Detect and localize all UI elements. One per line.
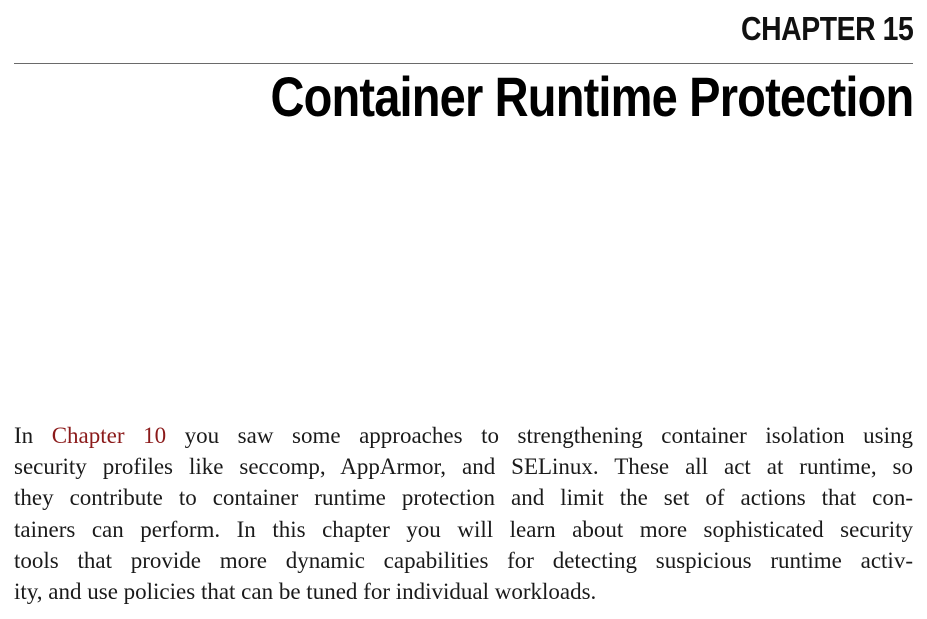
paragraph-line-1 [14,420,913,451]
paragraph-line-6: ity, and use policies that can be tuned for individual workloads. [14,578,597,604]
intro-paragraph [14,420,913,607]
chapter-number-label: CHAPTER 15 [740,10,913,47]
chapter-10-link[interactable]: Chapter 10 [51,423,167,448]
paragraph-line-2: security profiles like seccomp, AppArmor, and SELinux. These all act at runtime, so [14,454,913,480]
paragraph-line-5: tools that provide more dynamic capabilities for detecting suspicious runtime activ- [14,547,913,573]
line-1-rest: you saw some approaches to strengthening container isolation using [166,423,913,448]
intro-prefix: In [14,423,52,448]
paragraph-line-4: tainers can perform. In this chapter you will learn about more sophisticated security [14,516,913,542]
chapter-title: Container Runtime Protection [270,65,913,128]
paragraph-line-3: they contribute to container runtime protection and limit the set of actions that con- [14,485,913,511]
